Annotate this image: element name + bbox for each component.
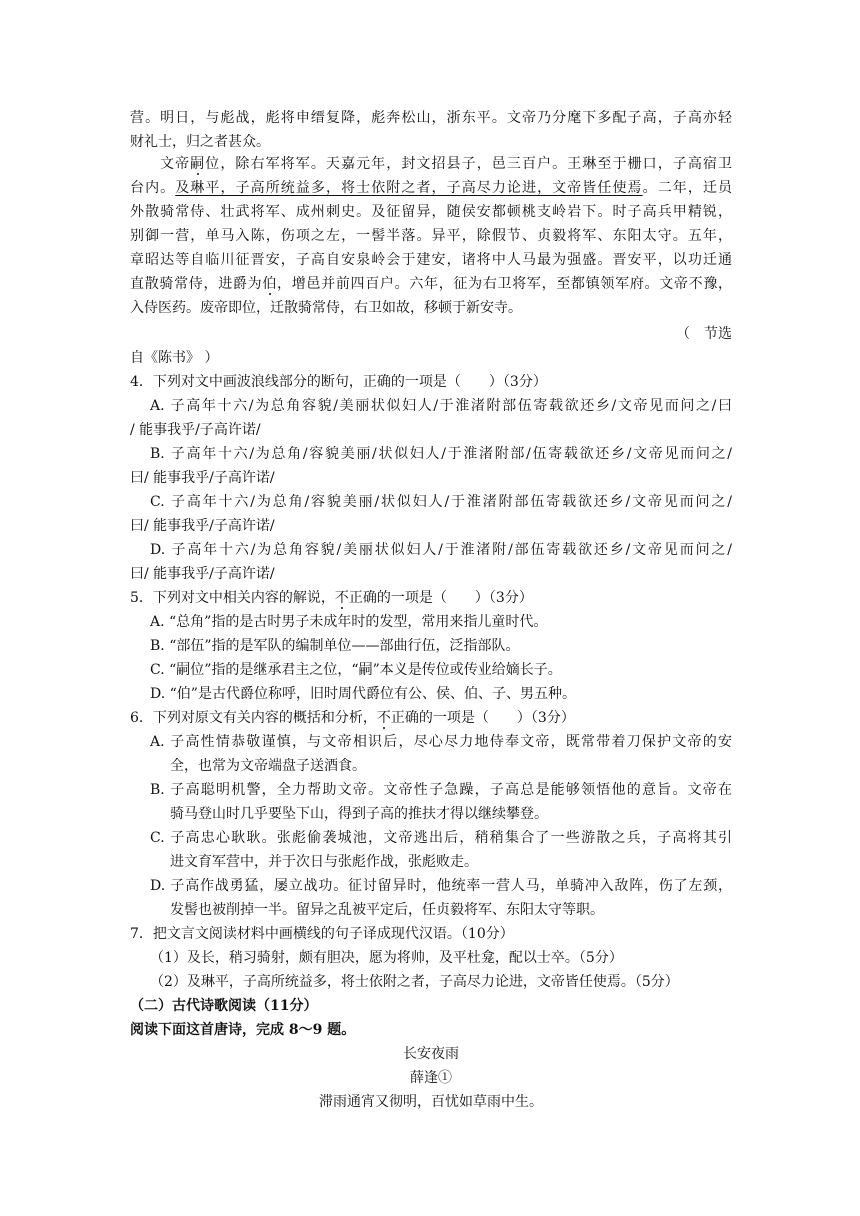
q6-option-a: A. 子高性情恭敬谨慎，与文帝相识后，尽心尽力地侍奉文帝，既常带着刀保护文帝的安 <box>150 734 732 750</box>
passage-line-3 <box>160 152 732 176</box>
question-7-stem: 7．把文言文阅读材料中画横线的句子译成现代汉语。（10分） <box>130 926 514 942</box>
text-span: 位，除右军将军。天嘉元年，封文招县子，邑三百户。王琳至于栅口，子高宿卫 <box>205 156 733 172</box>
text-span: 文帝 <box>160 156 191 172</box>
text-span: 正确的一项是（ ）（3分） <box>348 590 533 606</box>
q4-option-b: B. 子高年十六/为总角/容貌美丽/状似妇人/于淮渚附部/伍寄载欲还乡/文帝见而问之/ <box>150 446 732 462</box>
text-span: 台内。 <box>130 180 176 196</box>
text-span: 5．下列对文中相关内容的解说， <box>130 590 335 606</box>
q5-option-d: D. “伯”是古代爵位称呼，旧时周代爵位有公、侯、伯、子、男五种。 <box>150 686 576 702</box>
passage-line-6: 别御一营，单马入陈，伤项之左，一髻半落。异平，除假节、贞毅将军、东阳太守。五年， <box>130 228 732 244</box>
q5-option-b: B. “部伍”指的是军队的编制单位——部曲行伍，泛指部队。 <box>150 638 520 654</box>
section-heading: （二）古代诗歌阅读（11分） <box>130 998 318 1014</box>
q6-option-d-cont: 发髻也被削掉一半。留异之乱被平定后，任贞毅将军、东阳太守等职。 <box>170 902 604 918</box>
source-note: （ 节选 <box>676 326 732 342</box>
q6-option-c: C. 子高忠心耿耿。张彪偷袭城池，文帝逃出后，稍稍集合了一些游散之兵，子高将其引 <box>150 830 732 846</box>
poem-line-1: 滞雨通宵又彻明，百忧如草雨中生。 <box>319 1094 543 1110</box>
question-6-stem <box>130 706 732 730</box>
emphasis-dot-char: 嗣 <box>190 156 206 172</box>
q6-option-a-cont: 全，也常为文帝端盘子送酒食。 <box>170 758 366 774</box>
section-instruction: 阅读下面这首唐诗，完成 8～9 题。 <box>130 1022 356 1038</box>
text-span: 6．下列对原文有关内容的概括和分析， <box>130 710 377 726</box>
q6-option-d: D. 子高作战勇猛，屡立战功。征讨留异时，他统率一营人马，单骑冲入敌阵，伤了左颈， <box>150 878 732 894</box>
q7-sentence-1: （1）及长，稍习骑射，颇有胆决，愿为将帅，及平杜龛，配以士卒。（5分） <box>150 950 623 966</box>
underlined-sentence: 及琳平，子高所统益多，将士依附之者，子高尽力论进，文帝皆任使焉 <box>175 180 643 196</box>
passage-line-5: 外散骑常侍、壮武将军、成州刺史。及征留异，随侯安都顿桃支岭岩下。时子高兵甲精锐， <box>130 204 732 220</box>
text-span: ，增邑并前四百户。六年，征为右卫将军，至都镇领军府。文帝不豫， <box>277 276 733 292</box>
q4-option-d-cont: 曰/ 能事我乎/子高许诺/ <box>130 566 275 582</box>
q6-option-b-cont: 骑马登山时几乎要坠下山，得到子高的推扶才得以继续攀登。 <box>170 806 548 822</box>
source-note-cont: 自《陈书》 ） <box>130 350 219 366</box>
q4-option-c-cont: 曰/ 能事我乎/子高许诺/ <box>130 518 275 534</box>
emphasis-dot-char: 不 <box>376 710 391 726</box>
q4-option-b-cont: 曰/ 能事我乎/子高许诺/ <box>130 470 275 486</box>
emphasis-dot-char: 不 <box>334 590 349 606</box>
text-span: 正确的一项是（ ）（3分） <box>390 710 575 726</box>
q5-option-c: C. “嗣位”指的是继承君主之位，“嗣”本义是传位或传业给嫡长子。 <box>150 662 562 678</box>
q6-option-b: B. 子高聪明机警，全力帮助文帝。文帝性子急躁，子高总是能够领悟他的意旨。文帝在 <box>150 782 732 798</box>
passage-line-9: 入侍医药。废帝即位，迁散骑常侍，右卫如故，移顿于新安寺。 <box>130 300 522 316</box>
question-4-stem: 4．下列对文中画波浪线部分的断句，正确的一项是（ ）（3分） <box>130 374 547 390</box>
passage-line-1: 营。明日，与彪战，彪将申缙复降，彪奔松山，浙东平。文帝乃分麾下多配子高，子高亦轻 <box>130 110 732 126</box>
passage-line-4 <box>130 176 732 200</box>
q4-option-d: D. 子高年十六/为总角容貌/美丽状似妇人/于淮渚附/部伍寄载欲还乡/文帝见而问之/ <box>150 542 732 558</box>
passage-line-7: 章昭达等自临川征晋安，子高自安泉岭会于建安，诸将中人马最为强盛。晋安平，以功迁通 <box>130 252 732 268</box>
q5-option-a: A. “总角”指的是古时男子未成年时的发型，常用来指儿童时代。 <box>150 614 548 630</box>
q7-sentence-2: （2）及琳平，子高所统益多，将士依附之者，子高尽力论进，文帝皆任使焉。（5分） <box>150 974 679 990</box>
q4-option-a: A. 子高年十六/为总角容貌/美丽状似妇人/于淮渚附部伍寄载欲还乡/文帝见而问之/曰 <box>150 398 732 414</box>
passage-line-8 <box>130 272 732 296</box>
poem-title: 长安夜雨 <box>403 1046 459 1062</box>
q4-option-a-cont: / 能事我乎/子高许诺/ <box>130 422 261 438</box>
question-5-stem <box>130 586 732 610</box>
text-span: 直散骑常侍，进爵为 <box>130 276 263 292</box>
q6-option-c-cont: 进文育军营中，并于次日与张彪作战，张彪败走。 <box>170 854 478 870</box>
passage-line-2: 财礼士，归之者甚众。 <box>130 134 270 150</box>
q4-option-c: C. 子高年十六/为总角/容貌美丽/状似妇人/于淮渚附部伍寄载欲还乡/文帝见而问之/ <box>150 494 732 510</box>
poem-author: 薛逢① <box>410 1070 452 1086</box>
emphasis-dot-char: 伯 <box>262 276 278 292</box>
text-span: 。二年，迁员 <box>642 180 733 196</box>
